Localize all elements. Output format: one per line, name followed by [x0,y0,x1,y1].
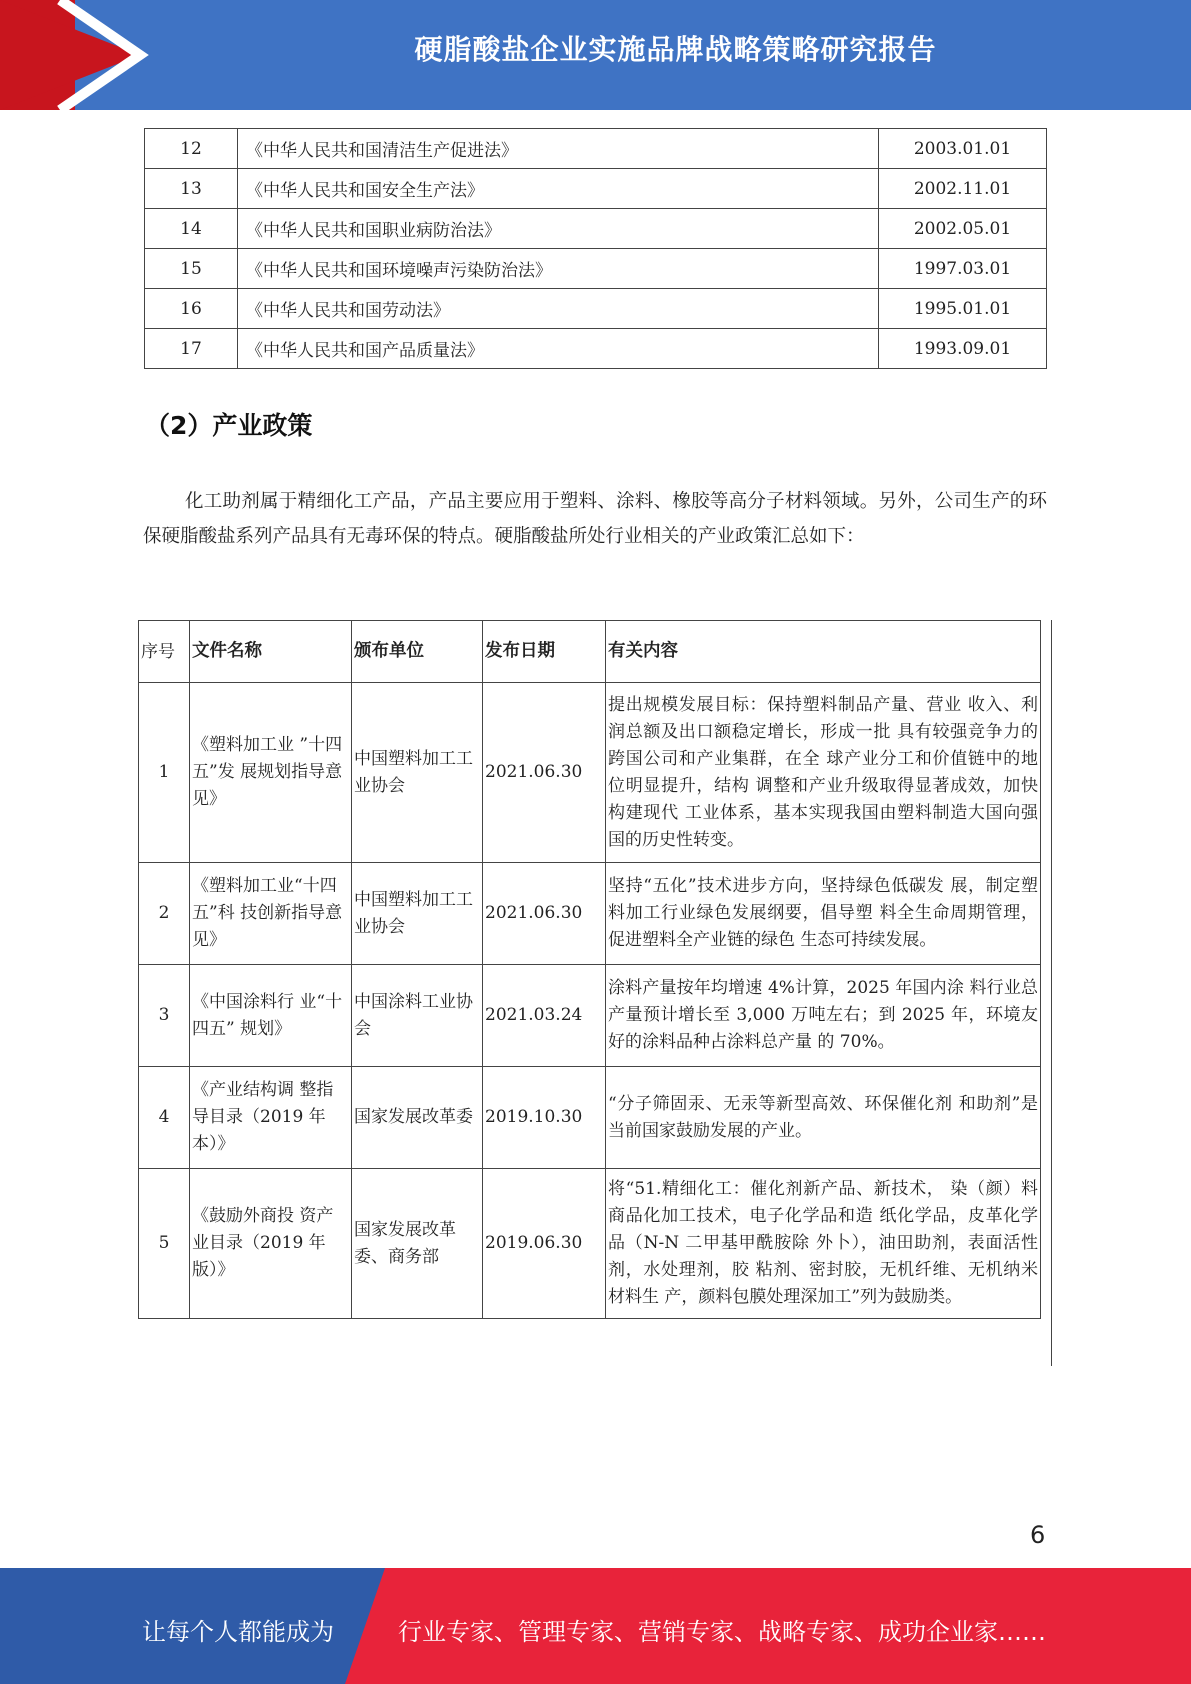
policy-document-name: 《鼓励外商投 资产业目录（2019 年版）》 [190,1169,352,1319]
header-white-chevron [0,0,160,110]
header-name: 文件名称 [190,621,352,683]
footer-slogan-left: 让每个人都能成为 [142,1618,334,1646]
policy-number: 2 [139,863,190,965]
policy-issuer: 国家发展改革委 [352,1067,483,1169]
laws-table [144,128,1047,369]
policy-document-name: 《产业结构调 整指导目录（2019 年本）》 [190,1067,352,1169]
law-name: 《中华人民共和国安全生产法》 [238,169,879,209]
policy-content: 坚持“五化”技术进步方向，坚持绿色低碳发 展，制定塑料加工行业绿色发展纲要，倡导塑 料全生命周期管理，促进塑料全产业链的绿色 生态可持续发展。 [606,863,1041,965]
policy-issuer: 国家发展改革委、商务部 [352,1169,483,1319]
policy-date: 2019.06.30 [483,1169,606,1319]
section-heading: （2）产业政策 [145,411,313,440]
law-name: 《中华人民共和国职业病防治法》 [238,209,879,249]
policy-table [138,620,1041,1319]
law-date: 1993.09.01 [879,329,1047,369]
policy-date: 2019.10.30 [483,1067,606,1169]
page-number: 6 [1030,1521,1046,1549]
table-continuation-edge [143,370,1049,374]
table-row [145,329,1047,369]
table-outer-edge [1051,620,1052,1368]
table-row [145,169,1047,209]
table-row [145,209,1047,249]
policy-issuer: 中国塑料加工工业协会 [352,863,483,965]
law-date: 2002.11.01 [879,169,1047,209]
policy-number: 3 [139,965,190,1067]
law-number: 14 [145,209,238,249]
law-name: 《中华人民共和国清洁生产促进法》 [238,129,879,169]
policy-content: 将“51.精细化工：催化剂新产品、新技术， 染（颜）料商品化加工技术，电子化学品和造 纸化学品，皮革化学品（N-N 二甲基甲酰胺除 外卜），油田助剂，表面活性剂，水处理剂，胶 粘剂、密封胶，无机纤维、无机纳米材料生 产，颜料包膜处理深加工”列为鼓励类。 [606,1169,1041,1319]
law-name: 《中华人民共和国环境噪声污染防治法》 [238,249,879,289]
law-name: 《中华人民共和国劳动法》 [238,289,879,329]
header-no: 序号 [139,621,190,683]
header-date: 发布日期 [483,621,606,683]
law-number: 17 [145,329,238,369]
policy-issuer: 中国塑料加工工业协会 [352,683,483,863]
table-row [139,965,1041,1067]
policy-date: 2021.03.24 [483,965,606,1067]
table-row [145,249,1047,289]
law-number: 12 [145,129,238,169]
law-date: 1997.03.01 [879,249,1047,289]
table-continuation-edge [136,1366,1054,1372]
law-date: 2003.01.01 [879,129,1047,169]
table-row [139,683,1041,863]
policy-document-name: 《塑料加工业 ”十四五”发 展规划指导意 见》 [190,683,352,863]
table-row [145,129,1047,169]
header-org: 颁布单位 [352,621,483,683]
law-date: 2002.05.01 [879,209,1047,249]
table-row [145,289,1047,329]
table-row [139,863,1041,965]
policy-number: 1 [139,683,190,863]
policy-document-name: 《中国涂料行 业“十四五” 规划》 [190,965,352,1067]
table-row [139,1169,1041,1319]
policy-number: 4 [139,1067,190,1169]
law-number: 15 [145,249,238,289]
footer-slogan-right: 行业专家、管理专家、营销专家、战略专家、成功企业家…… [398,1618,1046,1646]
policy-date: 2021.06.30 [483,683,606,863]
law-number: 16 [145,289,238,329]
law-date: 1995.01.01 [879,289,1047,329]
policy-content: “分子筛固汞、无汞等新型高效、环保催化剂 和助剂”是当前国家鼓励发展的产业。 [606,1067,1041,1169]
policy-content: 提出规模发展目标：保持塑料制品产量、营业 收入、利润总额及出口额稳定增长，形成一批 具有较强竞争力的跨国公司和产业集群，在全 球产业分工和价值链中的地位明显提升，结构 调整和产业升级取得显著成效，加快构建现代 工业体系，基本实现我国由塑料制造大国向强 国的历史性转变。 [606,683,1041,863]
policy-number: 5 [139,1169,190,1319]
header-content: 有关内容 [606,621,1041,683]
policy-table-header-row [139,621,1041,683]
policy-content: 涂料产量按年均增速 4%计算，2025 年国内涂 料行业总产量预计增长至 3,000 万吨左右；到 2025 年，环境友好的涂料品种占涂料总产量 的 70%。 [606,965,1041,1067]
table-row [139,1067,1041,1169]
section-paragraph: 化工助剂属于精细化工产品，产品主要应用于塑料、涂料、橡胶等高分子材料领域。另外，公司生产的环保硬脂酸盐系列产品具有无毒环保的特点。硬脂酸盐所处行业相关的产业政策汇总如下： [143,491,1047,547]
policy-document-name: 《塑料加工业“十四五”科 技创新指导意 见》 [190,863,352,965]
policy-issuer: 中国涂料工业协会 [352,965,483,1067]
report-title: 硬脂酸盐企业实施品牌战略策略研究报告 [414,33,937,66]
policy-date: 2021.06.30 [483,863,606,965]
law-name: 《中华人民共和国产品质量法》 [238,329,879,369]
law-number: 13 [145,169,238,209]
